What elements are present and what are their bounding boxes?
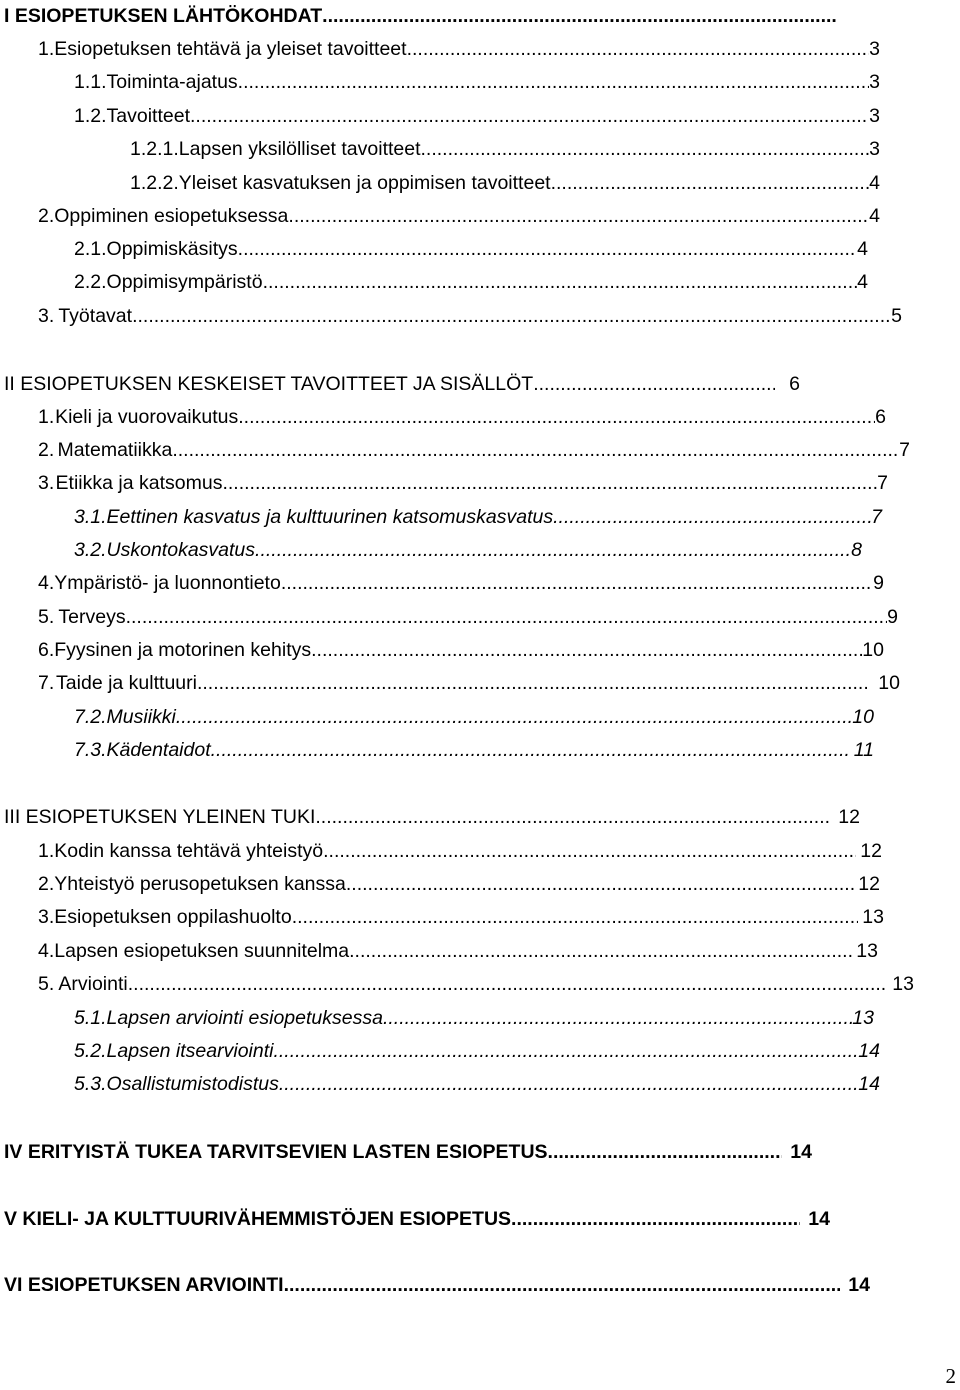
toc-entry[interactable] [38, 939, 878, 963]
toc-entry-page: 3 [869, 138, 880, 160]
toc-entry-page: 7 [871, 506, 882, 528]
toc-entry-number: 5.2. [74, 1040, 107, 1062]
toc-leader [279, 1072, 858, 1096]
toc-leader [273, 1039, 858, 1063]
toc-entry-label: Ympäristö- ja luonnontieto [54, 572, 281, 594]
toc-entry[interactable] [4, 4, 838, 28]
toc-entry-label: Esiopetuksen oppilashuolto [54, 906, 292, 928]
toc-entry-number: 3. [38, 472, 55, 494]
toc-entry-label: Osallistumistodistus [106, 1073, 279, 1095]
toc-entry-number: 2. [38, 205, 55, 227]
toc-entry[interactable] [38, 571, 884, 595]
toc-leader [238, 70, 869, 94]
toc-entry-label: Lapsen itsearviointi [106, 1040, 274, 1062]
toc-entry[interactable] [74, 705, 874, 729]
toc-entry[interactable] [74, 104, 880, 128]
toc-entry-label: Työtavat [58, 305, 133, 327]
toc-entry-number: 3. [38, 305, 55, 327]
toc-entry-page: 6 [789, 373, 800, 395]
toc-leader [311, 638, 862, 662]
toc-entry-page: 14 [858, 1073, 880, 1095]
toc-entry-page: 7 [877, 472, 888, 494]
toc-entry-page: 13 [892, 973, 914, 995]
toc-entry[interactable] [74, 270, 868, 294]
toc-entry-page: 10 [862, 639, 884, 661]
toc-entry[interactable] [74, 70, 880, 94]
toc-entry-label: Oppiminen esiopetuksessa [54, 205, 289, 227]
toc-entry-label: Arviointi [58, 973, 128, 995]
toc-entry-page: 9 [887, 606, 898, 628]
toc-entry[interactable] [38, 37, 880, 61]
toc-entry-number: 2.1. [74, 238, 107, 260]
toc-entry-number: 1.2.2. [130, 172, 179, 194]
toc-entry-page: 14 [808, 1208, 830, 1230]
toc-leader [407, 37, 870, 61]
toc-leader [190, 104, 869, 128]
toc-entry[interactable] [130, 137, 880, 161]
toc-entry-label: Matematiikka [57, 439, 173, 461]
toc-entry-page: 13 [856, 940, 878, 962]
toc-entry-page: 3 [869, 71, 880, 93]
toc-entry[interactable] [4, 805, 860, 829]
toc-entry-page: 6 [875, 406, 886, 428]
toc-entry[interactable] [4, 1207, 830, 1231]
toc-entry[interactable] [38, 839, 882, 863]
toc-entry[interactable] [74, 738, 874, 762]
toc-leader [533, 372, 775, 396]
toc-entry-number: 1.1. [74, 71, 107, 93]
toc-entry-label: Tavoitteet [106, 105, 190, 127]
toc-entry[interactable] [38, 471, 888, 495]
toc-leader [284, 1273, 841, 1297]
toc-entry-number: 2. [38, 873, 55, 895]
toc-entry-number: 3.1. [74, 506, 107, 528]
toc-leader [238, 237, 857, 261]
toc-leader [383, 1006, 852, 1030]
toc-entry-number: 7. [38, 672, 55, 694]
toc-entry-number: 7.3. [74, 739, 107, 761]
toc-entry[interactable] [130, 171, 880, 195]
toc-entry-label: Lapsen yksilölliset tavoitteet [178, 138, 421, 160]
toc-entry-page: 13 [862, 906, 884, 928]
toc-entry-label: Kieli ja vuorovaikutus [55, 406, 239, 428]
toc-entry[interactable] [4, 372, 800, 396]
toc-entry[interactable] [38, 972, 914, 996]
toc-entry-page: 9 [873, 572, 884, 594]
toc-entry-page: 14 [790, 1141, 812, 1163]
toc-entry[interactable] [38, 638, 884, 662]
toc-entry-number: 1.2. [74, 105, 107, 127]
toc-entry-label: Taide ja kulttuuri [56, 672, 197, 694]
toc-entry-number: 5.3. [74, 1073, 107, 1095]
toc-entry-page: 3 [869, 38, 880, 60]
toc-entry-page: 4 [869, 205, 880, 227]
toc-entry-label: Oppimiskäsitys [106, 238, 238, 260]
toc-entry-label: Lapsen esiopetuksen suunnitelma [54, 940, 350, 962]
toc-leader [211, 738, 848, 762]
toc-entry[interactable] [74, 1072, 880, 1096]
toc-leader [263, 270, 858, 294]
toc-entry-label: Fyysinen ja motorinen kehitys [54, 639, 312, 661]
toc-entry-number: 5. [38, 973, 55, 995]
toc-entry[interactable] [74, 1039, 880, 1063]
toc-entry-number: 3.2. [74, 539, 107, 561]
toc-entry-label: V KIELI- JA KULTTUURIVÄHEMMISTÖJEN ESIOPETUS [4, 1208, 512, 1230]
toc-entry[interactable] [4, 1273, 870, 1297]
toc-leader [292, 905, 859, 929]
toc-leader [238, 405, 875, 429]
toc-entry-number: 1. [38, 840, 55, 862]
toc-leader [222, 471, 877, 495]
toc-entry-label: Kädentaidot [106, 739, 211, 761]
toc-entry-page: 4 [869, 172, 880, 194]
toc-entry-number: 1.2.1. [130, 138, 179, 160]
toc-leader [548, 1140, 783, 1164]
toc-entry-label: Lapsen arviointi esiopetuksessa [106, 1007, 383, 1029]
toc-entry[interactable] [38, 605, 898, 629]
toc-entry-page: 14 [848, 1274, 870, 1296]
toc-entry-number: 2. [38, 439, 55, 461]
toc-leader [172, 438, 899, 462]
toc-leader [346, 872, 854, 896]
toc-entry-label: III ESIOPETUKSEN YLEINEN TUKI [4, 806, 316, 828]
toc-entry-page: 14 [858, 1040, 880, 1062]
toc-entry[interactable] [38, 204, 880, 228]
toc-leader [323, 839, 856, 863]
toc-entry-number: 4. [38, 572, 55, 594]
toc-entry-page: 10 [852, 706, 874, 728]
toc-entry-label: IV ERITYISTÄ TUKEA TARVITSEVIEN LASTEN ESIOPETUS [4, 1141, 548, 1163]
toc-entry[interactable] [74, 538, 862, 562]
toc-entry-number: 5. [38, 606, 55, 628]
toc-leader [255, 538, 851, 562]
toc-entry-page: 4 [857, 271, 868, 293]
toc-leader [197, 671, 870, 695]
toc-entry-page: 12 [858, 873, 880, 895]
toc-leader [281, 571, 873, 595]
toc-entry-page: 8 [851, 539, 862, 561]
page-number: 2 [945, 1364, 956, 1388]
toc-entry-page: 11 [853, 739, 874, 761]
toc-entry[interactable] [38, 905, 884, 929]
toc-entry-page: 3 [869, 105, 880, 127]
toc-entry-label: Oppimisympäristö [106, 271, 263, 293]
toc-entry-label: II ESIOPETUKSEN KESKEISET TAVOITTEET JA SISÄLLÖT [4, 373, 534, 395]
toc-entry-page: 7 [899, 439, 910, 461]
toc-entry-page: 12 [860, 840, 882, 862]
toc-leader [421, 137, 870, 161]
toc-entry-number: 1. [38, 406, 55, 428]
toc-entry-page: 10 [878, 672, 900, 694]
toc-entry-label: Yhteistyö perusopetuksen kanssa [54, 873, 346, 895]
toc-entry-number: 1. [38, 38, 55, 60]
toc-entry[interactable] [74, 505, 882, 529]
toc-entry[interactable] [38, 405, 886, 429]
toc-entry-number: 4. [38, 940, 55, 962]
toc-entry-label: Toiminta-ajatus [106, 71, 238, 93]
toc-leader [349, 939, 852, 963]
toc-entry-label: Yleiset kasvatuksen ja oppimisen tavoitteet [178, 172, 551, 194]
toc-entry-number: 3. [38, 906, 55, 928]
toc-entry[interactable] [74, 1006, 874, 1030]
toc-entry-page: 12 [838, 806, 860, 828]
toc-entry[interactable] [74, 237, 868, 261]
toc-entry[interactable] [38, 304, 902, 328]
toc-entry-label: Esiopetuksen tehtävä ja yleiset tavoitteet [54, 38, 407, 60]
toc-entry-label: Kodin kanssa tehtävä yhteistyö [54, 840, 324, 862]
toc-entry-page: 13 [852, 1007, 874, 1029]
toc-entry-number: 6. [38, 639, 55, 661]
toc-leader [551, 171, 870, 195]
toc-leader [126, 605, 888, 629]
toc-entry[interactable] [38, 671, 900, 695]
toc-entry-page: 5 [891, 305, 902, 327]
toc-leader [128, 972, 889, 996]
toc-entry-label: Musiikki [106, 706, 176, 728]
toc-leader [553, 505, 871, 529]
toc-entry-label: Etiikka ja katsomus [55, 472, 223, 494]
toc-leader [132, 304, 891, 328]
toc-entry-label: Eettinen kasvatus ja kulttuurinen katsomuskasvatus [106, 506, 554, 528]
toc-entry[interactable] [4, 1140, 812, 1164]
toc-entry-page: 4 [857, 238, 868, 260]
toc-entry-number: 2.2. [74, 271, 107, 293]
toc-entry-number: 5.1. [74, 1007, 107, 1029]
toc-entry[interactable] [38, 872, 880, 896]
toc-entry-label: VI ESIOPETUKSEN ARVIOINTI [4, 1274, 284, 1296]
toc-entry[interactable] [38, 438, 910, 462]
toc-leader [511, 1207, 800, 1231]
toc-leader [176, 705, 852, 729]
toc-entry-label: Uskontokasvatus [106, 539, 256, 561]
toc-leader [288, 204, 869, 228]
toc-leader [322, 4, 838, 28]
toc-entry-label: Terveys [58, 606, 126, 628]
toc-leader [315, 805, 830, 829]
toc-entry-number: 7.2. [74, 706, 107, 728]
toc-entry-label: I ESIOPETUKSEN LÄHTÖKOHDAT [4, 5, 323, 27]
